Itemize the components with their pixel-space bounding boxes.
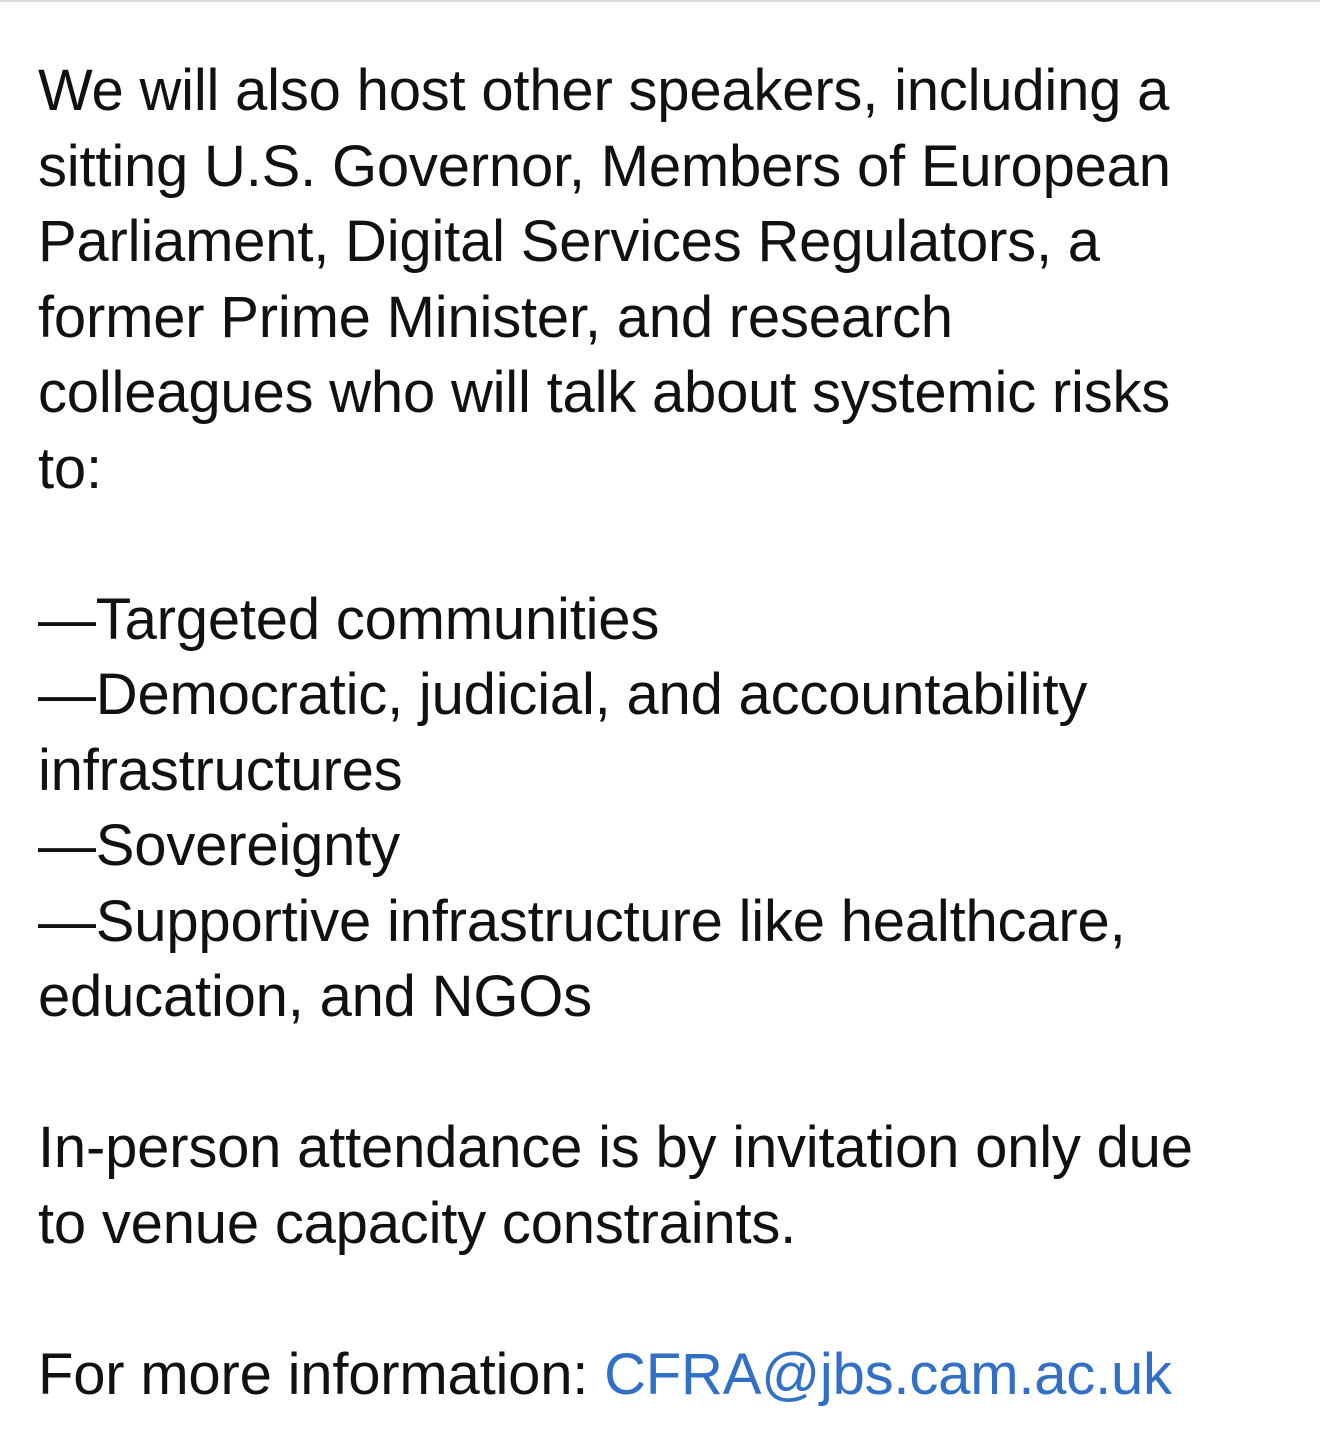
intro-line: colleagues who will talk about systemic risks	[38, 360, 1171, 425]
attendance-paragraph	[38, 1110, 1298, 1261]
contact-paragraph	[38, 1337, 1298, 1413]
paragraph-spacer	[38, 1035, 1298, 1111]
risk-list	[38, 582, 1298, 1035]
contact-email-link[interactable]: CFRA@jbs.cam.ac.uk	[604, 1341, 1172, 1407]
contact-line	[38, 1337, 1298, 1413]
attendance-line: to venue capacity constraints.	[38, 1190, 797, 1256]
top-divider	[0, 0, 1320, 2]
attendance-line: In-person attendance is by invitation only due	[38, 1115, 1193, 1180]
intro-paragraph	[38, 53, 1298, 506]
intro-line: sitting U.S. Governor, Members of European	[38, 133, 1171, 199]
paragraph-spacer	[38, 1261, 1298, 1337]
risk-list-line: —Targeted communities	[38, 586, 660, 652]
contact-label: For more information:	[38, 1341, 605, 1407]
risk-list-line: —Sovereignty	[38, 813, 400, 878]
intro-line: former Prime Minister, and research	[38, 284, 953, 350]
risk-list-line: —Supportive infrastructure like healthcare,	[38, 888, 1126, 954]
intro-line: We will also host other speakers, including a	[38, 58, 1170, 123]
paragraph-spacer	[38, 506, 1298, 582]
risk-list-line: education, and NGOs	[38, 964, 592, 1029]
risk-list-line: —Democratic, judicial, and accountability	[38, 662, 1088, 727]
risk-list-line: infrastructures	[38, 737, 403, 803]
intro-line: to:	[38, 435, 102, 501]
intro-line: Parliament, Digital Services Regulators, a	[38, 209, 1100, 274]
message-body	[38, 53, 1298, 1412]
